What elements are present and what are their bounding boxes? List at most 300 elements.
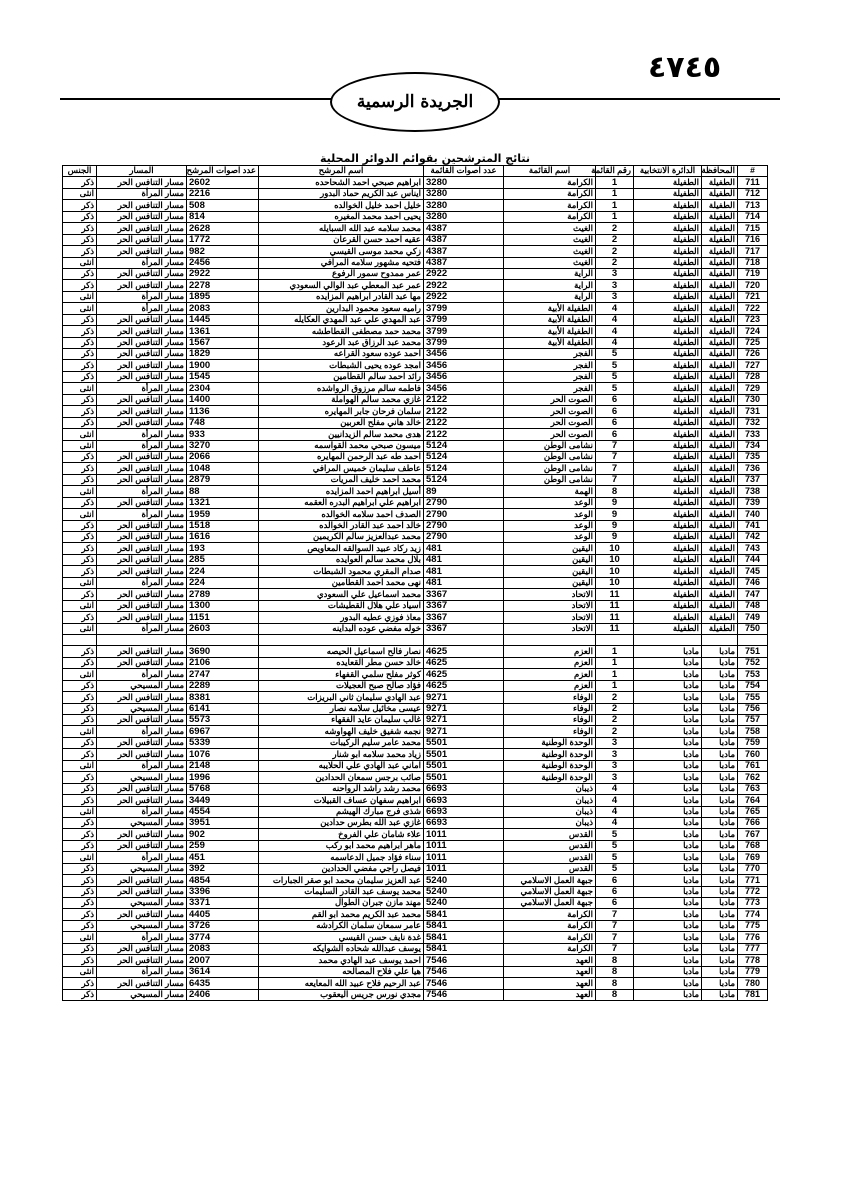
governorate-cell: مادبا	[702, 943, 738, 954]
list-name-cell: الطفيلة الأبية	[504, 303, 596, 314]
candidate-name-cell: ابراهيم سفهان عساف القبيلات	[259, 795, 424, 806]
list-votes-cell: 9271	[424, 726, 504, 737]
governorate-cell: مادبا	[702, 760, 738, 771]
list-votes-cell: 2122	[424, 394, 504, 405]
list-name-cell: الطفيلة الأبية	[504, 326, 596, 337]
list-number-cell: 3	[596, 737, 634, 748]
row-number: 737	[738, 474, 768, 485]
table-row	[63, 817, 768, 828]
candidate-votes-cell: 3396	[187, 886, 259, 897]
track-cell: مسار المرأة	[97, 486, 187, 497]
list-votes-cell: 481	[424, 566, 504, 577]
candidate-votes-cell: 982	[187, 246, 259, 257]
table-row	[63, 612, 768, 623]
list-name-cell: اليقين	[504, 543, 596, 554]
candidate-votes-cell: 5768	[187, 783, 259, 794]
row-number: 730	[738, 394, 768, 405]
district-cell: مادبا	[634, 863, 702, 874]
list-name-cell: ذيبان	[504, 783, 596, 794]
track-cell: مسار التنافس الحر	[97, 783, 187, 794]
track-cell: مسار المرأة	[97, 623, 187, 634]
list-votes-cell: 4387	[424, 246, 504, 257]
col-header-list-name: اسم القائمة	[504, 166, 596, 177]
district-cell: مادبا	[634, 795, 702, 806]
list-number-cell: 2	[596, 692, 634, 703]
track-cell: مسار المرأة	[97, 429, 187, 440]
governorate-cell: الطفيلة	[702, 406, 738, 417]
governorate-cell: مادبا	[702, 692, 738, 703]
list-votes-cell: 9271	[424, 715, 504, 726]
list-number-cell: 10	[596, 577, 634, 588]
candidate-votes-cell: 8381	[187, 692, 259, 703]
track-cell: مسار التنافس الحر	[97, 417, 187, 428]
table-row	[63, 223, 768, 234]
governorate-cell: الطفيلة	[702, 360, 738, 371]
table-row	[63, 280, 768, 291]
candidate-name-cell: احمد يوسف عبد الهادي محمد	[259, 955, 424, 966]
row-number: 752	[738, 657, 768, 668]
candidate-name-cell: كوثر مفلح سلمي القفهاء	[259, 669, 424, 680]
list-name-cell: الهمة	[504, 486, 596, 497]
list-name-cell: الاتحاد	[504, 600, 596, 611]
district-cell: الطفيلة	[634, 612, 702, 623]
list-votes-cell: 2790	[424, 509, 504, 520]
candidate-name-cell: زكي محمد موسى القيسي	[259, 246, 424, 257]
candidate-votes-cell: 3270	[187, 440, 259, 451]
list-name-cell: الكرامة	[504, 177, 596, 188]
list-votes-cell: 2790	[424, 532, 504, 543]
candidate-votes-cell: 2216	[187, 188, 259, 199]
list-name-cell: العزم	[504, 657, 596, 668]
district-cell: الطفيلة	[634, 371, 702, 382]
table-row	[63, 600, 768, 611]
list-name-cell: الوعد	[504, 520, 596, 531]
track-cell: مسار المرأة	[97, 291, 187, 302]
candidate-votes-cell: 902	[187, 829, 259, 840]
candidate-votes-cell: 814	[187, 211, 259, 222]
table-row	[63, 520, 768, 531]
candidate-votes-cell: 2602	[187, 177, 259, 188]
list-votes-cell: 5501	[424, 749, 504, 760]
row-number: 751	[738, 646, 768, 657]
gender-cell: ذكر	[63, 703, 97, 714]
col-header-candidate: اسم المرشح	[259, 166, 424, 177]
results-table	[62, 165, 768, 1001]
district-cell: الطفيلة	[634, 211, 702, 222]
table-row	[63, 909, 768, 920]
list-votes-cell: 5124	[424, 440, 504, 451]
table-header-row	[63, 166, 768, 177]
track-cell: مسار التنافس الحر	[97, 795, 187, 806]
list-number-cell: 1	[596, 646, 634, 657]
list-votes-cell: 9271	[424, 692, 504, 703]
governorate-cell: الطفيلة	[702, 589, 738, 600]
district-cell: الطفيلة	[634, 349, 702, 360]
district-cell: مادبا	[634, 715, 702, 726]
candidate-name-cell: عبد الهادي سليمان ثاني البريزات	[259, 692, 424, 703]
district-cell: مادبا	[634, 772, 702, 783]
list-votes-cell: 5841	[424, 943, 504, 954]
governorate-cell: الطفيلة	[702, 371, 738, 382]
candidate-name-cell: ابراهيم صبحي احمد الشحاحده	[259, 177, 424, 188]
district-cell: مادبا	[634, 840, 702, 851]
candidate-name-cell: ماهر ابراهيم محمد ابو ركب	[259, 840, 424, 851]
track-cell: مسار التنافس الحر	[97, 840, 187, 851]
track-cell: مسار المسيحي	[97, 989, 187, 1000]
table-row	[63, 188, 768, 199]
row-number: 769	[738, 852, 768, 863]
list-name-cell: اليقين	[504, 577, 596, 588]
list-number-cell: 3	[596, 760, 634, 771]
track-cell: مسار المرأة	[97, 726, 187, 737]
list-number-cell: 9	[596, 509, 634, 520]
candidate-votes-cell: 392	[187, 863, 259, 874]
list-votes-cell: 1011	[424, 829, 504, 840]
district-cell: الطفيلة	[634, 268, 702, 279]
table-row	[63, 268, 768, 279]
candidate-votes-cell: 1900	[187, 360, 259, 371]
row-number: 741	[738, 520, 768, 531]
candidate-votes-cell: 1518	[187, 520, 259, 531]
row-number: 718	[738, 257, 768, 268]
gender-cell: انثى	[63, 760, 97, 771]
table-row	[63, 451, 768, 462]
row-number: 734	[738, 440, 768, 451]
list-votes-cell: 3456	[424, 349, 504, 360]
page-number: ٤٧٤٥	[648, 50, 722, 85]
row-number: 735	[738, 451, 768, 462]
track-cell: مسار التنافس الحر	[97, 532, 187, 543]
candidate-name-cell: ميسون صبحي محمد القواسمه	[259, 440, 424, 451]
candidate-votes-cell: 259	[187, 840, 259, 851]
district-cell: الطفيلة	[634, 532, 702, 543]
gender-cell: ذكر	[63, 909, 97, 920]
district-cell: الطفيلة	[634, 200, 702, 211]
candidate-votes-cell: 1895	[187, 291, 259, 302]
row-number: 740	[738, 509, 768, 520]
track-cell: مسار المرأة	[97, 257, 187, 268]
gender-cell: انثى	[63, 600, 97, 611]
list-votes-cell: 2790	[424, 520, 504, 531]
list-votes-cell: 3799	[424, 337, 504, 348]
row-number: 778	[738, 955, 768, 966]
candidate-votes-cell: 4554	[187, 806, 259, 817]
governorate-cell: الطفيلة	[702, 268, 738, 279]
district-cell: الطفيلة	[634, 486, 702, 497]
list-number-cell: 4	[596, 817, 634, 828]
candidate-name-cell: علاء شامان علي الفروخ	[259, 829, 424, 840]
candidate-votes-cell: 2083	[187, 943, 259, 954]
district-cell: الطفيلة	[634, 417, 702, 428]
list-votes-cell: 2922	[424, 280, 504, 291]
district-cell: الطفيلة	[634, 383, 702, 394]
list-votes-cell: 7546	[424, 978, 504, 989]
gender-cell: انثى	[63, 669, 97, 680]
list-votes-cell: 3799	[424, 303, 504, 314]
list-number-cell: 6	[596, 429, 634, 440]
district-cell: مادبا	[634, 680, 702, 691]
track-cell: مسار المرأة	[97, 966, 187, 977]
governorate-cell: الطفيلة	[702, 200, 738, 211]
track-cell: مسار المرأة	[97, 852, 187, 863]
row-number: 755	[738, 692, 768, 703]
list-number-cell: 5	[596, 349, 634, 360]
row-number: 757	[738, 715, 768, 726]
list-number-cell: 4	[596, 314, 634, 325]
list-number-cell: 8	[596, 486, 634, 497]
list-number-cell: 6	[596, 898, 634, 909]
list-name-cell: العزم	[504, 680, 596, 691]
list-number-cell: 5	[596, 829, 634, 840]
candidate-votes-cell: 2083	[187, 303, 259, 314]
governorate-cell: الطفيلة	[702, 314, 738, 325]
table-row	[63, 429, 768, 440]
list-name-cell: الصوت الحر	[504, 406, 596, 417]
table-row	[63, 589, 768, 600]
row-number: 747	[738, 589, 768, 600]
governorate-cell: الطفيلة	[702, 463, 738, 474]
list-name-cell: العهد	[504, 978, 596, 989]
list-votes-cell: 3280	[424, 177, 504, 188]
list-name-cell: الطفيلة الأبية	[504, 314, 596, 325]
table-row	[63, 920, 768, 931]
candidate-name-cell: صدام المقري محمود الشبطات	[259, 566, 424, 577]
candidate-votes-cell: 2456	[187, 257, 259, 268]
list-votes-cell: 4387	[424, 234, 504, 245]
list-number-cell: 7	[596, 451, 634, 462]
list-name-cell: ذيبان	[504, 806, 596, 817]
list-name-cell: اليقين	[504, 554, 596, 565]
list-name-cell: الكرامة	[504, 943, 596, 954]
table-row	[63, 634, 768, 645]
track-cell: مسار التنافس الحر	[97, 737, 187, 748]
list-name-cell: الوحدة الوطنية	[504, 749, 596, 760]
row-number: 771	[738, 875, 768, 886]
list-number-cell: 4	[596, 783, 634, 794]
district-cell: الطفيلة	[634, 497, 702, 508]
candidate-name-cell: خالد احمد عبد القادر الخوالده	[259, 520, 424, 531]
candidate-name-cell: اسياد علي هلال القطيشات	[259, 600, 424, 611]
list-votes-cell: 6693	[424, 806, 504, 817]
governorate-cell: الطفيلة	[702, 451, 738, 462]
list-number-cell: 6	[596, 886, 634, 897]
list-number-cell: 11	[596, 612, 634, 623]
list-votes-cell: 6693	[424, 783, 504, 794]
list-number-cell: 4	[596, 337, 634, 348]
masthead-oval	[330, 72, 500, 132]
list-votes-cell: 4387	[424, 257, 504, 268]
row-number: 712	[738, 188, 768, 199]
list-name-cell: الغيث	[504, 257, 596, 268]
list-name-cell: العزم	[504, 646, 596, 657]
list-votes-cell: 3456	[424, 371, 504, 382]
list-votes-cell: 3367	[424, 612, 504, 623]
governorate-cell: مادبا	[702, 795, 738, 806]
gender-cell: ذكر	[63, 646, 97, 657]
table-row	[63, 737, 768, 748]
candidate-votes-cell: 5339	[187, 737, 259, 748]
track-cell: مسار المسيحي	[97, 703, 187, 714]
gender-cell: ذكر	[63, 795, 97, 806]
track-cell: مسار التنافس الحر	[97, 177, 187, 188]
table-row	[63, 829, 768, 840]
gender-cell: انثى	[63, 440, 97, 451]
district-cell: الطفيلة	[634, 509, 702, 520]
track-cell: مسار التنافس الحر	[97, 406, 187, 417]
list-votes-cell: 3799	[424, 314, 504, 325]
list-name-cell: الكرامة	[504, 200, 596, 211]
gender-cell: ذكر	[63, 898, 97, 909]
candidate-name-cell: امجد عوده يحيى الشبطات	[259, 360, 424, 371]
list-number-cell: 4	[596, 806, 634, 817]
district-cell: مادبا	[634, 669, 702, 680]
district-cell	[634, 634, 702, 645]
table-row	[63, 932, 768, 943]
table-row	[63, 886, 768, 897]
list-number-cell: 9	[596, 520, 634, 531]
governorate-cell: الطفيلة	[702, 566, 738, 577]
candidate-votes-cell: 1829	[187, 349, 259, 360]
governorate-cell: الطفيلة	[702, 291, 738, 302]
governorate-cell: الطفيلة	[702, 234, 738, 245]
candidate-votes-cell: 1567	[187, 337, 259, 348]
district-cell: الطفيلة	[634, 566, 702, 577]
row-number: 750	[738, 623, 768, 634]
track-cell: مسار المرأة	[97, 577, 187, 588]
governorate-cell: مادبا	[702, 932, 738, 943]
gender-cell: ذكر	[63, 200, 97, 211]
candidate-name-cell: ابراهيم علي ابراهيم البدره العقمه	[259, 497, 424, 508]
row-number: 777	[738, 943, 768, 954]
list-number-cell: 1	[596, 680, 634, 691]
candidate-votes-cell: 5573	[187, 715, 259, 726]
governorate-cell: مادبا	[702, 852, 738, 863]
track-cell: مسار المسيحي	[97, 920, 187, 931]
list-votes-cell: 481	[424, 543, 504, 554]
list-number-cell: 6	[596, 406, 634, 417]
candidate-name-cell: خالد حسن مطر القعايده	[259, 657, 424, 668]
candidate-votes-cell: 3614	[187, 966, 259, 977]
table-row	[63, 657, 768, 668]
list-name-cell: نشامى الوطن	[504, 474, 596, 485]
row-number: 766	[738, 817, 768, 828]
gender-cell: انثى	[63, 852, 97, 863]
gender-cell: انثى	[63, 577, 97, 588]
list-name-cell: القدس	[504, 840, 596, 851]
list-name-cell: ذيبان	[504, 817, 596, 828]
row-number: 723	[738, 314, 768, 325]
track-cell: مسار التنافس الحر	[97, 612, 187, 623]
row-number	[738, 634, 768, 645]
candidate-votes-cell: 3951	[187, 817, 259, 828]
list-name-cell: الوفاء	[504, 715, 596, 726]
governorate-cell: مادبا	[702, 726, 738, 737]
list-name-cell: الكرامة	[504, 932, 596, 943]
row-number: 767	[738, 829, 768, 840]
district-cell: الطفيلة	[634, 177, 702, 188]
candidate-votes-cell: 2278	[187, 280, 259, 291]
list-number-cell: 1	[596, 177, 634, 188]
district-cell: الطفيلة	[634, 394, 702, 405]
row-number: 713	[738, 200, 768, 211]
governorate-cell: مادبا	[702, 966, 738, 977]
governorate-cell: الطفيلة	[702, 246, 738, 257]
governorate-cell: مادبا	[702, 657, 738, 668]
gender-cell: ذكر	[63, 566, 97, 577]
table-row	[63, 760, 768, 771]
candidate-votes-cell: 3726	[187, 920, 259, 931]
row-number: 765	[738, 806, 768, 817]
list-votes-cell: 2790	[424, 497, 504, 508]
gender-cell: ذكر	[63, 234, 97, 245]
district-cell: الطفيلة	[634, 554, 702, 565]
table-row	[63, 772, 768, 783]
candidate-votes-cell: 2406	[187, 989, 259, 1000]
governorate-cell: الطفيلة	[702, 349, 738, 360]
candidate-name-cell: عبد المهدي علي عبد المهدي العكايله	[259, 314, 424, 325]
list-name-cell: الصوت الحر	[504, 417, 596, 428]
candidate-votes-cell: 1445	[187, 314, 259, 325]
list-name-cell: الوعد	[504, 497, 596, 508]
district-cell: الطفيلة	[634, 543, 702, 554]
district-cell: الطفيلة	[634, 223, 702, 234]
track-cell: مسار التنافس الحر	[97, 886, 187, 897]
gender-cell: ذكر	[63, 978, 97, 989]
list-votes-cell: 1011	[424, 863, 504, 874]
table-row	[63, 440, 768, 451]
gender-cell: ذكر	[63, 657, 97, 668]
list-votes-cell: 481	[424, 554, 504, 565]
candidate-votes-cell: 2304	[187, 383, 259, 394]
list-votes-cell: 5240	[424, 898, 504, 909]
candidate-name-cell: فيصل راجي مفضي الحدادين	[259, 863, 424, 874]
candidate-votes-cell: 1151	[187, 612, 259, 623]
governorate-cell: الطفيلة	[702, 223, 738, 234]
track-cell: مسار المرأة	[97, 669, 187, 680]
candidate-votes-cell: 748	[187, 417, 259, 428]
governorate-cell: الطفيلة	[702, 383, 738, 394]
row-number: 763	[738, 783, 768, 794]
list-number-cell: 2	[596, 223, 634, 234]
list-name-cell: الراية	[504, 268, 596, 279]
candidate-name-cell: زياد محمد سلامه ابو شنار	[259, 749, 424, 760]
district-cell: الطفيلة	[634, 257, 702, 268]
track-cell: مسار التنافس الحر	[97, 211, 187, 222]
list-number-cell: 5	[596, 840, 634, 851]
governorate-cell: مادبا	[702, 898, 738, 909]
track-cell: مسار المسيحي	[97, 772, 187, 783]
district-cell: الطفيلة	[634, 303, 702, 314]
table-row	[63, 234, 768, 245]
track-cell: مسار التنافس الحر	[97, 646, 187, 657]
governorate-cell: الطفيلة	[702, 211, 738, 222]
track-cell: مسار المسيحي	[97, 863, 187, 874]
table-row	[63, 783, 768, 794]
list-name-cell: الوحدة الوطنية	[504, 760, 596, 771]
track-cell: مسار التنافس الحر	[97, 978, 187, 989]
district-cell: الطفيلة	[634, 360, 702, 371]
list-number-cell: 7	[596, 920, 634, 931]
col-header-governorate: المحافظة	[702, 166, 738, 177]
list-votes-cell: 5240	[424, 875, 504, 886]
candidate-name-cell: يحيى احمد محمد المغيره	[259, 211, 424, 222]
list-name-cell: جبهة العمل الاسلامي	[504, 898, 596, 909]
district-cell: مادبا	[634, 760, 702, 771]
governorate-cell: مادبا	[702, 669, 738, 680]
candidate-name-cell: محمد سلامه عبد الله السبايله	[259, 223, 424, 234]
row-number: 753	[738, 669, 768, 680]
district-cell: الطفيلة	[634, 623, 702, 634]
